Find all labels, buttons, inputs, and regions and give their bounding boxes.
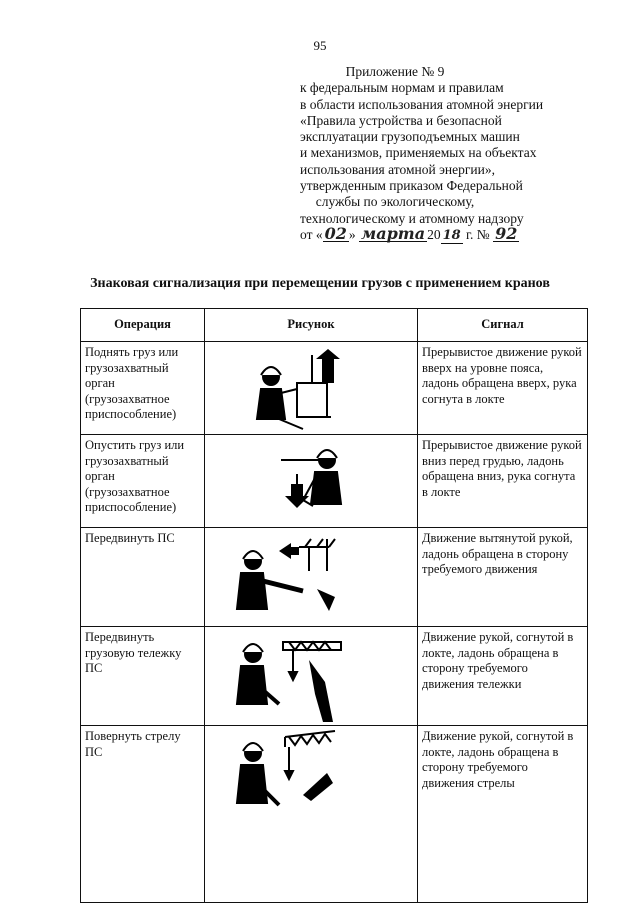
number-prefix: г. № [466,226,490,242]
operation-cell: Повернуть стрелу ПС [81,726,205,903]
appendix-line: и механизмов, применяемых на объектах [300,145,537,161]
table-header-row [81,309,588,342]
date-mid: » [348,226,356,242]
operation-cell: Передвинуть ПС [81,528,205,627]
appendix-line: Приложение № 9 [345,64,445,79]
signal-raise-icon [209,345,422,431]
table-row [81,435,588,528]
handwritten-day: 02 [324,223,347,243]
signal-rotate-boom-icon [209,729,422,821]
appendix-line: утвержденным приказом Федеральной [300,178,523,194]
signal-cell: Движение вытянутой рукой, ладонь обращена в сторону требуемого движения [418,528,588,627]
header-signal: Сигнал [418,309,588,342]
header-operation: Операция [81,309,205,342]
appendix-line: в области использования атомной энергии [300,96,544,112]
appendix-line: технологическому и атомному надзору [300,210,524,226]
signal-move-trolley-icon [209,630,422,722]
picture-cell [205,342,418,435]
signal-cell: Прерывистое движение рукой вверх на уровне пояса, ладонь обращена вверх, рука согнута в локте [418,342,588,435]
picture-cell [205,627,418,726]
handwritten-month: марта [361,223,426,243]
appendix-line: «Правила устройства и безопасной [300,112,502,128]
table-row [81,342,588,435]
appendix-header [300,64,544,244]
operation-cell: Опустить груз или грузозахватный орган (грузозахватное приспособление) [81,435,205,528]
page-number: 95 [313,38,327,53]
handwritten-number: 92 [495,223,518,243]
table-row [81,726,588,903]
table-row [81,627,588,726]
picture-cell [205,435,418,528]
operation-cell: Поднять груз или грузозахватный орган (грузозахватное приспособление) [81,342,205,435]
operation-cell: Передвинуть грузовую тележку ПС [81,627,205,726]
signal-lower-icon [209,438,422,524]
table-row [81,528,588,627]
year-prefix: 20 [427,226,441,242]
header-picture: Рисунок [205,309,418,342]
signals-table [80,308,588,903]
appendix-line: к федеральным нормам и правилам [300,80,504,96]
appendix-line: использования атомной энергии», [300,161,495,177]
signal-move-crane-icon [209,531,422,623]
appendix-line: службы по экологическому, [315,194,475,210]
signal-cell: Движение рукой, согнутой в локте, ладонь обращена в сторону требуемого движения тележки [418,627,588,726]
document-title: Знаковая сигнализация при перемещении грузов с применением кранов [90,276,550,291]
date-prefix: от « [300,226,323,242]
appendix-line: эксплуатации грузоподъемных машин [300,129,520,145]
picture-cell [205,528,418,627]
signal-cell: Прерывистое движение рукой вниз перед грудью, ладонь обращена вниз, рука согнута в локте [418,435,588,528]
signal-cell: Движение рукой, согнутой в локте, ладонь обращена в сторону требуемого движения стрелы [418,726,588,903]
picture-cell [205,726,418,903]
handwritten-year: 18 [442,227,461,243]
order-date-line [300,223,518,244]
